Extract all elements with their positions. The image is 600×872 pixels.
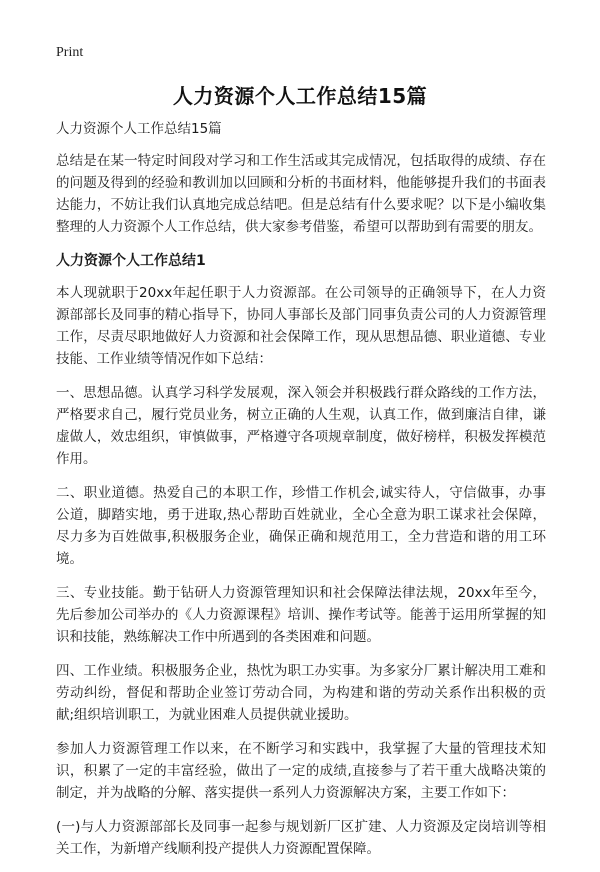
body-paragraph: 四、工作业绩。积极服务企业，热忱为职工办实事。为多家分厂累计解决用工难和劳动纠纷，督促和帮助企业签订劳动合同，为构建和谐的劳动关系作出积极的贡献;组织培训职工，为就业困难人员提供就业援助。 bbox=[56, 663, 546, 723]
body-paragraph: (一)与人力资源部部长及同事一起参与规划新厂区扩建、人力资源及定岗培训等相关工作，为新增产线顺利投产提供人力资源配置保障。 bbox=[56, 819, 546, 857]
intro-paragraph: 总结是在某一特定时间段对学习和工作生活或其完成情况，包括取得的成绩、存在的问题及得到的经验和教训加以回顾和分析的书面材料，他能够提升我们的书面表达能力，不妨让我们认真地完成总结吧。但是总结有什么要求呢？以下是小编收集整理的人力资源个人工作总结，供大家参考借鉴，希望可以帮助到有需要的朋友。 bbox=[56, 153, 546, 235]
document-subtitle: 人力资源个人工作总结15篇 bbox=[56, 121, 222, 137]
print-link[interactable]: Print bbox=[56, 45, 84, 60]
body-paragraph: 三、专业技能。勤于钻研人力资源管理知识和社会保障法律法规，20xx年至今，先后参加公司举办的《人力资源课程》培训、操作考试等。能善于运用所掌握的知识和技能，熟练解决工作中所遇到的各类困难和问题。 bbox=[56, 585, 546, 645]
document-body bbox=[56, 118, 546, 872]
section-heading: 人力资源个人工作总结1 bbox=[56, 253, 206, 269]
body-paragraph: 参加人力资源管理工作以来，在不断学习和实践中，我掌握了大量的管理技术知识，积累了一定的丰富经验，做出了一定的成绩,直接参与了若干重大战略决策的制定，并为战略的分解、落实提供一系列人力资源解决方案，主要工作如下： bbox=[56, 741, 546, 801]
body-paragraph: 本人现就职于20xx年起任职于人力资源部。在公司领导的正确领导下，在人力资源部部长及同事的精心指导下，协同人事部长及部门同事负责公司的人力资源管理工作，尽责尽职地做好人力资源和社会保障工作，现从思想品德、职业道德、专业技能、工作业绩等情况作如下总结： bbox=[56, 285, 546, 367]
body-paragraph: 一、思想品德。认真学习科学发展观，深入领会并积极践行群众路线的工作方法，严格要求自己，履行党员业务，树立正确的人生观，认真工作，做到廉洁自律，谦虚做人，效忠组织，审慎做事，严格遵守各项规章制度，做好榜样，积极发挥模范作用。 bbox=[56, 385, 546, 467]
body-paragraph: 二、职业道德。热爱自己的本职工作，珍惜工作机会,诚实待人，守信做事，办事公道，脚踏实地，勇于进取,热心帮助百姓就业，全心全意为职工谋求社会保障，尽力多为百姓做事,积极服务企业，确保正确和规范用工，全力营造和谐的用工环境。 bbox=[56, 485, 546, 567]
page-title: 人力资源个人工作总结15篇 bbox=[172, 84, 428, 108]
